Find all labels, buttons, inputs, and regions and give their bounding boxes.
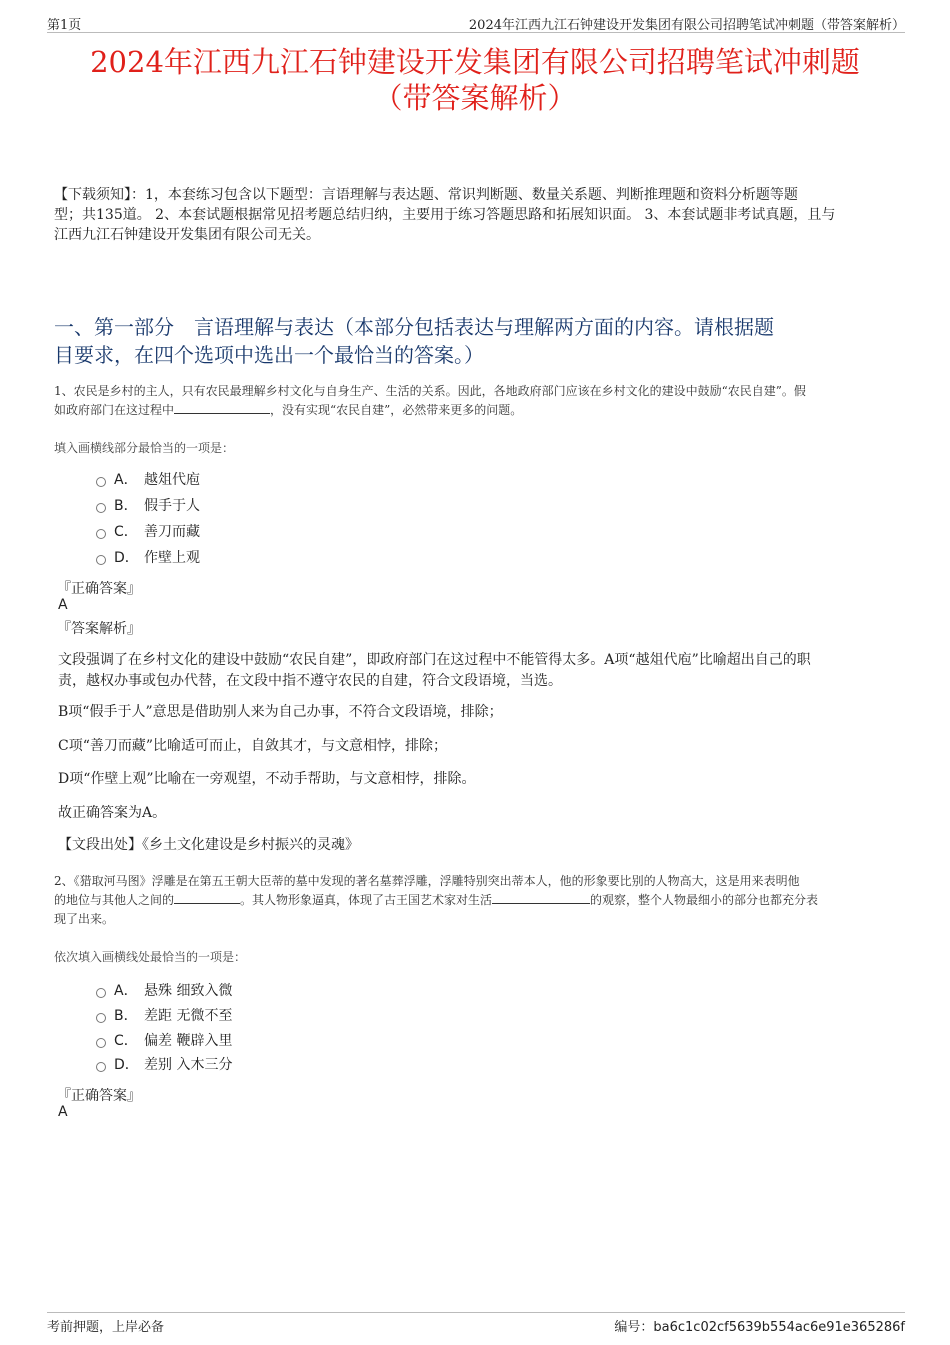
- q1-blank: [174, 401, 270, 414]
- page-header: [47, 14, 905, 33]
- notice-line-3: 江西九江石钟建设开发集团有限公司无关。: [54, 227, 320, 243]
- footer-code-value: ba6c1c02cf5639b554ac6e91e365286f: [653, 1320, 905, 1335]
- q1-answer-label: 『正确答案』: [57, 581, 141, 597]
- q2-line-2-mid: 。其人物形象逼真，体现了古王国艺术家对生活: [240, 893, 493, 907]
- option-letter: A．: [114, 472, 138, 488]
- notice-line-2: 型；共135道。 2、本套试题根据常见招考题总结归纳，主要用于练习答题思路和拓展知识面。 3、本套试题非考试真题，且与: [54, 207, 836, 223]
- section-line-2: 目要求，在四个选项中选出一个最恰当的答案。）: [54, 343, 484, 367]
- q2-line-2-end: 的观察，整个人物最细小的部分也都充分表: [590, 893, 819, 907]
- q2-option-d[interactable]: [96, 1055, 232, 1075]
- option-text: 差别 入木三分: [144, 1057, 233, 1073]
- q2-blank-2: [492, 891, 590, 904]
- radio-icon[interactable]: [96, 555, 106, 565]
- q2-answer-label: 『正确答案』: [57, 1088, 141, 1104]
- option-text: 悬殊 细致入微: [144, 983, 233, 999]
- option-text: 假手于人: [144, 498, 200, 514]
- option-letter: B．: [114, 498, 138, 514]
- q1-line-2-start: 如政府部门在这过程中: [54, 403, 175, 417]
- q1-answer: A: [58, 597, 68, 613]
- q1-option-a[interactable]: [96, 470, 200, 490]
- radio-icon[interactable]: [96, 503, 106, 513]
- q1-analysis-p1: [58, 650, 888, 692]
- q1-option-b[interactable]: [96, 496, 200, 516]
- option-letter: B．: [114, 1008, 138, 1024]
- q1-option-d[interactable]: [96, 548, 200, 568]
- q1-line-1: 1、农民是乡村的主人，只有农民最理解乡村文化与自身生产、生活的关系。因此，各地政府部门应该在乡村文化的建设中鼓励“农民自建”。假: [54, 384, 806, 398]
- option-text: 越俎代庖: [144, 472, 200, 488]
- option-letter: A．: [114, 983, 138, 999]
- page-title: [40, 44, 910, 116]
- radio-icon[interactable]: [96, 477, 106, 487]
- radio-icon[interactable]: [96, 988, 106, 998]
- radio-icon[interactable]: [96, 1013, 106, 1023]
- option-text: 差距 无微不至: [144, 1008, 233, 1024]
- q2-line-3: 现了出来。: [54, 912, 115, 926]
- question-2-stem: [54, 872, 899, 929]
- q2-line-2: [54, 891, 899, 910]
- q1-line-2-end: ，没有实现“农民自建”，必然带来更多的问题。: [270, 403, 523, 417]
- q1-instruction: 填入画横线部分最恰当的一项是：: [54, 441, 235, 455]
- radio-icon[interactable]: [96, 1062, 106, 1072]
- page-number: 第1页: [47, 18, 82, 33]
- footer-slogan: 考前押题，上岸必备: [47, 1320, 165, 1335]
- q1-analysis-d: D项“作壁上观”比喻在一旁观望，不动手帮助，与文意相悖，排除。: [58, 771, 476, 787]
- option-text: 偏差 鞭辟入里: [144, 1033, 233, 1049]
- analysis-line: 责，越权办事或包办代替，在文段中指不遵守农民的自建，符合文段语境，当选。: [58, 673, 562, 689]
- footer-code: [614, 1316, 905, 1335]
- option-letter: C．: [114, 1033, 138, 1049]
- page-footer: [47, 1312, 905, 1336]
- download-notice: [54, 185, 899, 245]
- option-letter: C．: [114, 524, 138, 540]
- q1-conclusion: 故正确答案为A。: [58, 805, 167, 821]
- section-line-1: 一、第一部分 言语理解与表达（本部分包括表达与理解两方面的内容。请根据题: [54, 315, 774, 339]
- q2-answer: A: [58, 1104, 68, 1120]
- q2-line-1: 2、《猎取河马图》浮雕是在第五王朝大臣蒂的墓中发现的著名墓葬浮雕，浮雕特别突出蒂本人，他的形象要比别的人物高大，这是用来表明他: [54, 874, 800, 888]
- option-letter: D．: [114, 1057, 139, 1073]
- q1-option-c[interactable]: [96, 522, 200, 542]
- option-text: 善刀而藏: [144, 524, 200, 540]
- footer-code-label: 编号：: [614, 1320, 654, 1335]
- title-line-1: 2024年江西九江石钟建设开发集团有限公司招聘笔试冲刺题: [90, 45, 860, 79]
- notice-line-1: 【下载须知】：1，本套练习包含以下题型：言语理解与表达题、常识判断题、数量关系题、判断推理题和资料分析题等题: [54, 187, 798, 203]
- q1-analysis-c: C项“善刀而藏”比喻适可而止，自敛其才，与文意相悖，排除；: [58, 738, 448, 754]
- header-doc-title: 2024年江西九江石钟建设开发集团有限公司招聘笔试冲刺题（带答案解析）: [468, 18, 905, 33]
- option-text: 作壁上观: [144, 550, 200, 566]
- question-1-stem: [54, 382, 899, 420]
- q1-analysis-label: 『答案解析』: [57, 621, 141, 637]
- q2-option-a[interactable]: [96, 981, 232, 1001]
- q2-option-c[interactable]: [96, 1031, 232, 1051]
- option-letter: D．: [114, 550, 139, 566]
- q2-blank-1: [174, 891, 240, 904]
- section-heading: [54, 313, 899, 369]
- analysis-line: 文段强调了在乡村文化的建设中鼓励“农民自建”，即政府部门在这过程中不能管得太多。A项“越俎代庖”比喻超出自己的职: [58, 652, 811, 668]
- q2-line-2-start: 的地位与其他人之间的: [54, 893, 175, 907]
- q1-line-2: [54, 401, 899, 420]
- title-line-2: （带答案解析）: [373, 81, 577, 115]
- radio-icon[interactable]: [96, 1038, 106, 1048]
- radio-icon[interactable]: [96, 529, 106, 539]
- q2-instruction: 依次填入画横线处最恰当的一项是：: [54, 950, 247, 964]
- q1-analysis-b: B项“假手于人”意思是借助别人来为自己办事，不符合文段语境，排除；: [58, 704, 503, 720]
- q2-option-b[interactable]: [96, 1006, 232, 1026]
- q1-source: 【文段出处】《乡土文化建设是乡村振兴的灵魂》: [58, 837, 359, 853]
